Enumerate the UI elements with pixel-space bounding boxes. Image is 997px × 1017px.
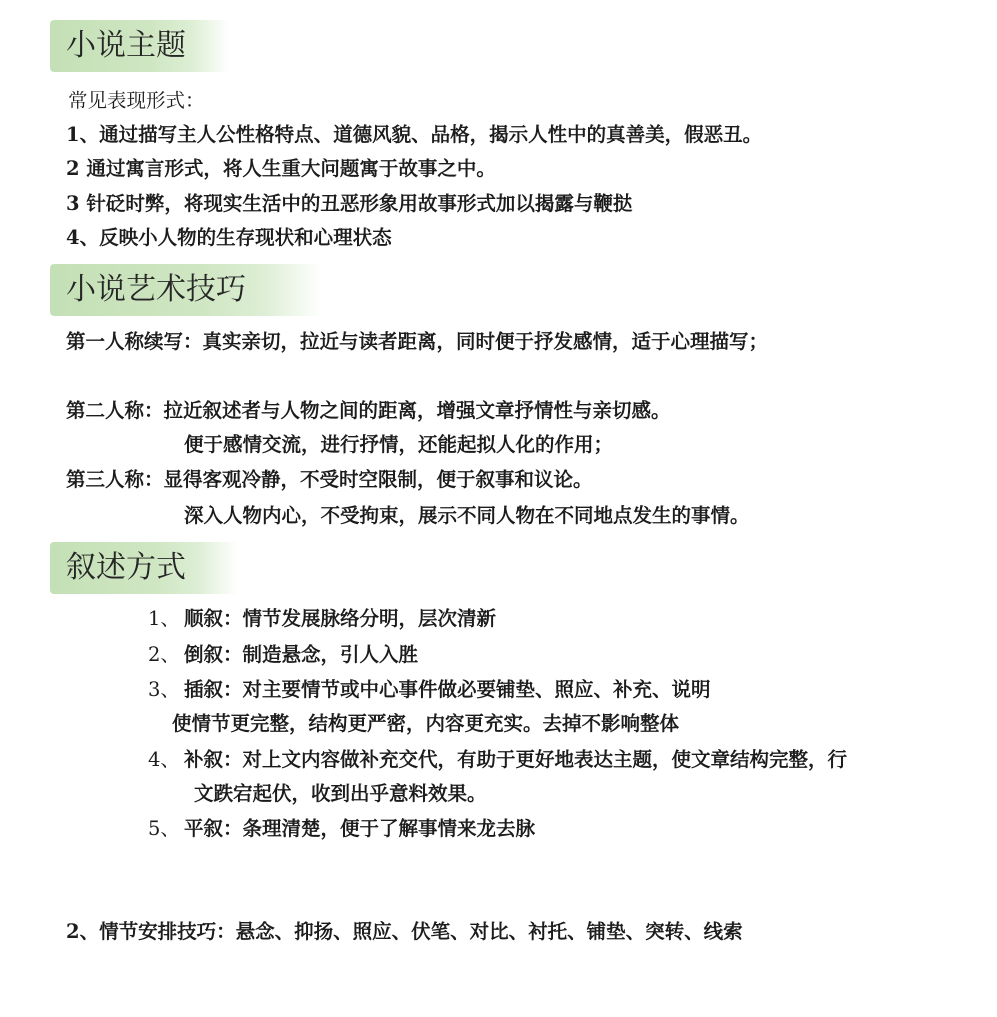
- list-item: 第一人称续写：真实亲切，拉近与读者距离，同时便于抒发感情，适于心理描写；: [66, 330, 769, 353]
- section-title: 小说主题: [66, 28, 186, 63]
- plot-techniques-line: 2、情节安排技巧：悬念、抑扬、照应、伏笔、对比、衬托、铺垫、突转、线索: [66, 920, 743, 943]
- list-item: 便于感情交流，进行抒情，还能起拟人化的作用；: [184, 433, 614, 456]
- list-item: 倒叙：制造悬念，引人入胜: [184, 643, 419, 666]
- list-item-number: 2、: [148, 643, 180, 666]
- list-item: 2 通过寓言形式，将人生重大问题寓于故事之中。: [66, 157, 496, 180]
- list-item-number: 1、: [148, 607, 180, 630]
- list-item: 3 针砭时弊，将现实生活中的丑恶形象用故事形式加以揭露与鞭挞: [66, 192, 633, 215]
- list-item: 使情节更完整，结构更严密，内容更充实。去掉不影响整体: [172, 712, 680, 735]
- list-item: 插叙：对主要情节或中心事件做必要铺垫、照应、补充、说明: [184, 678, 711, 701]
- list-item-number: 5、: [148, 817, 180, 840]
- list-item: 1、通过描写主人公性格特点、道德风貌、品格，揭示人性中的真善美，假恶丑。: [66, 123, 763, 146]
- list-item-number: 3、: [148, 678, 180, 701]
- list-item: 第三人称：显得客观冷静，不受时空限制，便于叙事和议论。: [66, 468, 593, 491]
- list-item: 深入人物内心，不受拘束，展示不同人物在不同地点发生的事情。: [184, 504, 750, 527]
- list-item: 文跌宕起伏，收到出乎意料效果。: [194, 782, 487, 805]
- section-subtitle: 常见表现形式：: [68, 89, 205, 112]
- list-item: 第二人称：拉近叙述者与人物之间的距离，增强文章抒情性与亲切感。: [66, 399, 671, 422]
- section-heading-theme: [50, 20, 230, 72]
- section-title: 叙述方式: [66, 550, 186, 585]
- list-item: 平叙：条理清楚，便于了解事情来龙去脉: [184, 817, 536, 840]
- section-heading-narration: [50, 542, 238, 594]
- list-item: 补叙：对上文内容做补充交代，有助于更好地表达主题，使文章结构完整，行: [184, 748, 848, 771]
- list-item: 4、反映小人物的生存现状和心理状态: [66, 226, 392, 249]
- list-item-number: 4、: [148, 748, 180, 771]
- section-title: 小说艺术技巧: [66, 272, 246, 307]
- section-heading-technique: [50, 264, 322, 316]
- list-item: 顺叙：情节发展脉络分明，层次清新: [184, 607, 497, 630]
